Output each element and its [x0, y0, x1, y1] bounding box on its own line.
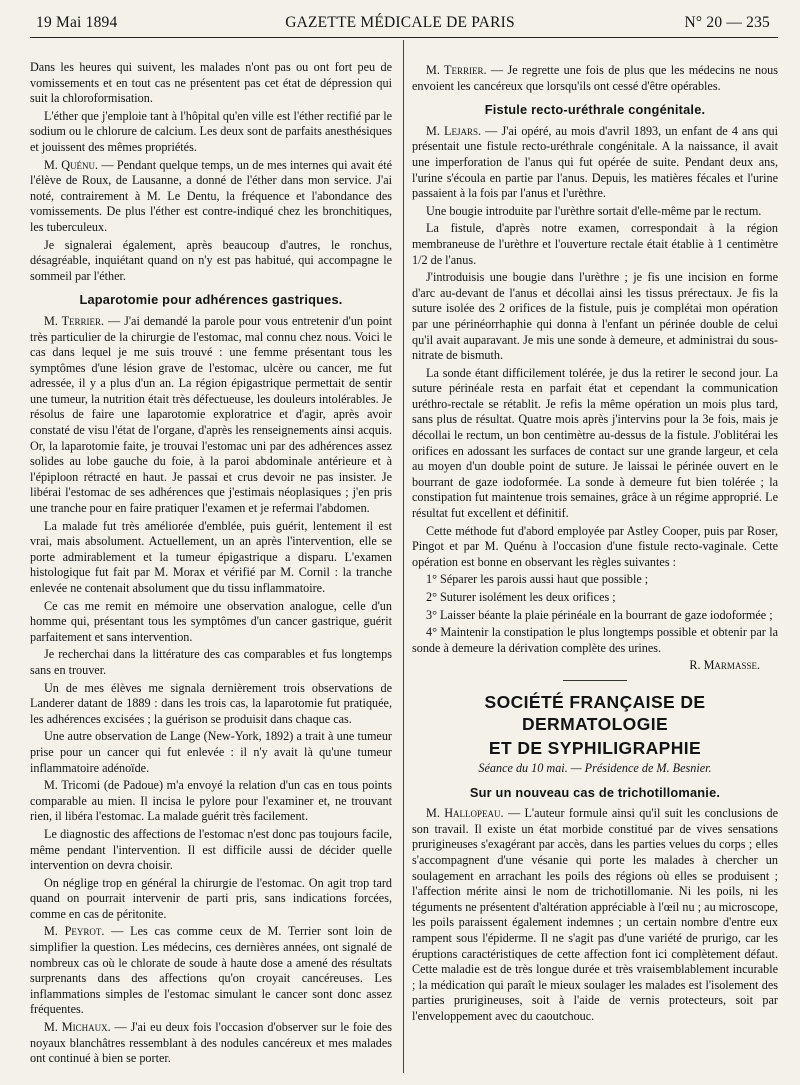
speaker: M. Lejars. [426, 123, 482, 138]
paragraph [412, 806, 778, 1024]
header-rule [30, 37, 778, 38]
list-item: 2° Suturer isolément les deux orifices ; [426, 590, 616, 604]
right-column [412, 63, 778, 1026]
author-signature: R. Marmasse. [689, 658, 760, 673]
paragraph [30, 158, 392, 236]
paragraph-text: — Pendant quelque temps, un de mes internes qui avait été l'élève de Roux, de Lausanne, a donné de l'éther dans mon service. J'ai noté, contrairement à M. Le Dentu, la fréquence et l'abondance des vomissements. De plus l'éther est contre-indiqué chez les bronchitiques, les tuberculeux. [30, 157, 392, 234]
paragraph [412, 63, 778, 94]
paragraph-text: — Je regrette une fois de plus que les médecins ne nous envoient les cancéreux que lorsqu'ils ont cessé d'être opérables. [412, 63, 779, 93]
paragraph [412, 124, 778, 202]
paragraph-text: — J'ai demandé la parole pour vous entretenir d'un point très particulier de la chirurgie de l'estomac, mal connu chez nous. Voici le cas dans lequel je me suis trouvé : une femme présentant tous les symptômes d'une lésion grave de l'estomac, ulcère ou cancer, me fut adressée, il y a plus d'un an. La région épigastrique permettait de sentir une tumeur, la nutrition était très défectueuse, les douleurs intolérables. Je résolus de faire une laparotomie exploratrice et d'agir, après avoir constaté de visu l'état de l'organe, d'après les renseignements ainsi acquis. Or, la laparotomie faite, je trouvai l'estomac uni par des adhérences assez solides au lobe gauche du foie, à la paroi abdominale antérieure et à l'épiploon rétracté en haut. Je passai et crus devoir ne pas insister. Je libérai l'estomac de ses adhérences que j'estimais néoplasiques ; j'en pris une tranche pour en faire pratiquer l'examen et je refermai l'abdomen. [30, 313, 392, 516]
society-title-line2: ET DE SYPHILIGRAPHIE [488, 737, 702, 758]
speaker: M. Quénu. [44, 157, 99, 172]
column-divider [403, 40, 404, 1073]
paragraph: La sonde étant difficilement tolérée, je dus la retirer le second jour. La suture périnéale resta en parfait état et cependant la communication uréthro-rectale se rétablit. Je refis la même opération un mois plus tard, sans plus de résultat. Quatre mois après j'intervins pour la 3e fois, mais je décollai le rectum, un bon centimètre au-dessus de la fistule. J'oblitérai les orifices en adossant les surfaces de contact sur une grande largeur, et cela au moyen d'un double point de suture. Je laissai le périnée ouvert en le bourrant de gaze iodoformée. La sonde à demeure fut bien tolérée ; la constipation fut maintenue trois semaines, grâce à un régime approprié. Le résultat fut excellent et définitif. [412, 365, 778, 521]
list-item: 1° Séparer les parois aussi haut que possible ; [426, 572, 649, 587]
section-divider [563, 680, 627, 681]
speaker: M. Hallopeau. [426, 806, 504, 821]
left-column [30, 60, 392, 1069]
paragraph: Je recherchai dans la littérature des cas comparables et fus longtemps sans en trouver. [30, 647, 392, 677]
paragraph: La fistule, d'après notre examen, correspondait à la région membraneuse de l'urèthre et l'ouverture rectale était établie à 1 centimètre 1/2 de l'anus. [412, 221, 778, 267]
paragraph: Le diagnostic des affections de l'estomac n'est donc pas toujours facile, même pendant l'intervention. Il est difficile aussi de décider quelle intervention on devra choisir. [30, 826, 392, 873]
page-number: N° 20 — 235 [684, 14, 770, 31]
list-item: 4° Maintenir la constipation le plus longtemps possible et obtenir par la sonde à demeure la dérivation complète des urines. [412, 625, 778, 655]
section-title: Laparotomie pour adhérences gastriques. [79, 292, 343, 308]
paragraph: Un de mes élèves me signala dernièrement trois observations de Landerer datant de 1889 : dans les trois cas, la laparotomie fut pratiquée, les adhérences excisées ; la guérison se produisit dans chaque cas. [30, 680, 392, 726]
paragraph: Ce cas me remit en mémoire une observation analogue, celle d'un homme qui, présentant tous les symptômes d'un cancer gastrique, guérit parfaitement et sans intervention. [30, 598, 392, 644]
issue-date: 19 Mai 1894 [36, 14, 118, 31]
speaker: M. Michaux. [44, 1020, 111, 1035]
paragraph: On néglige trop en général la chirurgie de l'estomac. On agit trop tard quand on pourrait intervenir de parti pris, sans indications forcées, comme en cas de péritonite. [30, 875, 392, 921]
speaker: M. Terrier. [426, 63, 487, 77]
paragraph [30, 1020, 392, 1067]
list-item: 3° Laisser béante la plaie périnéale en la bourrant de gaze iodoformée ; [426, 607, 773, 622]
paragraph-text: — L'auteur formule ainsi qu'il suit les conclusions de son travail. Il existe un état morbide constitué par de vives sensations prurigineuses s'exagérant par accès, dans les parties velues du corps ; elles s'accompagnent d'une vésanie qui porte les malades à chercher un soulagement en arrachant les poils des régions où elles se produisent ; l'affection mérite ainsi le nom de trichotillomanie. Ni les poils, ni les téguments ne présentent d'altération appréciable à l'œil nu ; au microscope, les poils paraissent également indemnes ; un certain nombre d'entre eux rampent sous l'épiderme. Il ne s'agit pas d'une variété de prurigo, car les éruptions caractéristiques de cette affection font ici complètement défaut. Cette maladie est de très longue durée et très vraisemblablement incurable ; la médication qui paraît le mieux soulager les malades est l'isolement des parties prurigineuses, soit à l'aide de vernis protecteurs, soit par l'enveloppement avec du caoutchouc. [412, 806, 779, 1023]
paragraph: Une bougie introduite par l'urèthre sortait d'elle-même par le rectum. [426, 203, 762, 218]
paragraph: Cette méthode fut d'abord employée par Astley Cooper, puis par Roser, Pingot et par M. Quénu à l'occasion d'une fistule recto-vaginale. Cette opération est bonne en observant les règles suivantes : [412, 523, 778, 569]
paragraph: M. Tricomi (de Padoue) m'a envoyé la relation d'un cas en tous points comparable au mien. Il incisa le pylore pour l'examiner et, ne trouvant rien, il libéra l'estomac. La malade guérit très facilement. [30, 778, 392, 824]
paragraph [30, 924, 392, 1018]
section-title: Fistule recto-uréthrale congénitale. [484, 102, 706, 118]
rules-list [412, 572, 778, 656]
paragraph: Je signalerai également, après beaucoup d'autres, le ronchus, désagréable, inquiétant quand on n'y est pas habitué, qui accompagne le sommeil par l'éther. [30, 237, 392, 283]
paragraph: Dans les heures qui suivent, les malades n'ont pas ou ont fort peu de vomissements et en tout cas ne présentent pas cet état de dépression qui suit la chloroformisation. [30, 60, 392, 106]
paragraph-text: — J'ai opéré, au mois d'avril 1893, un enfant de 4 ans qui présentait une fistule recto-uréthrale congénitale. A la naissance, il avait une imperforation de l'anus qui fut opérée de suite. Pendant deux ans, l'urine s'écoula en partie par l'anus. Depuis, les matières fécales et l'urine passaient à la fois par l'anus et l'urèthre. [412, 123, 778, 201]
session-info: Séance du 10 mai. — Présidence de M. Besnier. [478, 760, 712, 775]
society-title-line1: SOCIÉTÉ FRANÇAISE DE DERMATOLOGIE [484, 691, 706, 734]
page-header [0, 0, 800, 40]
paragraph: Une autre observation de Lange (New-York, 1892) a trait à une tumeur prise pour un cancer qui fut enlevée : il n'y avait là qu'une tumeur inflammatoire adénoïde. [30, 729, 392, 775]
speaker: M. Terrier. [44, 313, 105, 328]
paragraph-text: — Les cas comme ceux de M. Terrier sont loin de simplifier la question. Les médecins, ces dernières années, ont signalé de nombreux cas où le chlorate de soude à haute dose a amené des résultats surprenants dans des affections qu'on croyait cancéreuses. Les inflammations simples de l'estomac simulant le cancer sont donc assez fréquentes. [30, 924, 392, 1017]
section-title: Sur un nouveau cas de trichotillomanie. [469, 784, 721, 800]
paragraph: L'éther que j'emploie tant à l'hôpital qu'en ville est l'éther rectifié par le sodium ou le chlorure de calcium. Les deux sont de parfaits anesthésiques et jouissent des mêmes propriétés. [30, 108, 392, 154]
paragraph [30, 314, 392, 517]
paragraph: La malade fut très améliorée d'emblée, puis guérit, lentement il est vrai, mais absolument. Actuellement, un an après l'intervention, elle se porte admirablement et la tumeur épigastrique a disparu. L'examen histologique fut fait par M. Morax et vérifié par M. Cornil : la tranche enlevée ne contenait absolument que du tissu inflammatoire. [30, 518, 392, 595]
journal-title: GAZETTE MÉDICALE DE PARIS [285, 14, 515, 31]
paragraph: J'introduisis une bougie dans l'urèthre ; je fis une incision en forme d'arc au-devant de l'anus et décollai ainsi les tissus prérectaux. Je fis la suture isolée des 2 orifices de la fistule, puis je complétai mon opération par une périnéorrhaphie qui donna à l'enfant un périnée double de celui qu'il avait auparavant. Je mis une sonde à demeure, et administrai du sous-nitrate de bismuth. [412, 270, 778, 363]
paragraph-text: — J'ai eu deux fois l'occasion d'observer sur le foie des noyaux blanchâtres ressemblant à des nodules cancéreux et mes malades ont continué à bien se porter. [30, 1020, 392, 1066]
speaker: M. Peyrot. [44, 924, 105, 939]
